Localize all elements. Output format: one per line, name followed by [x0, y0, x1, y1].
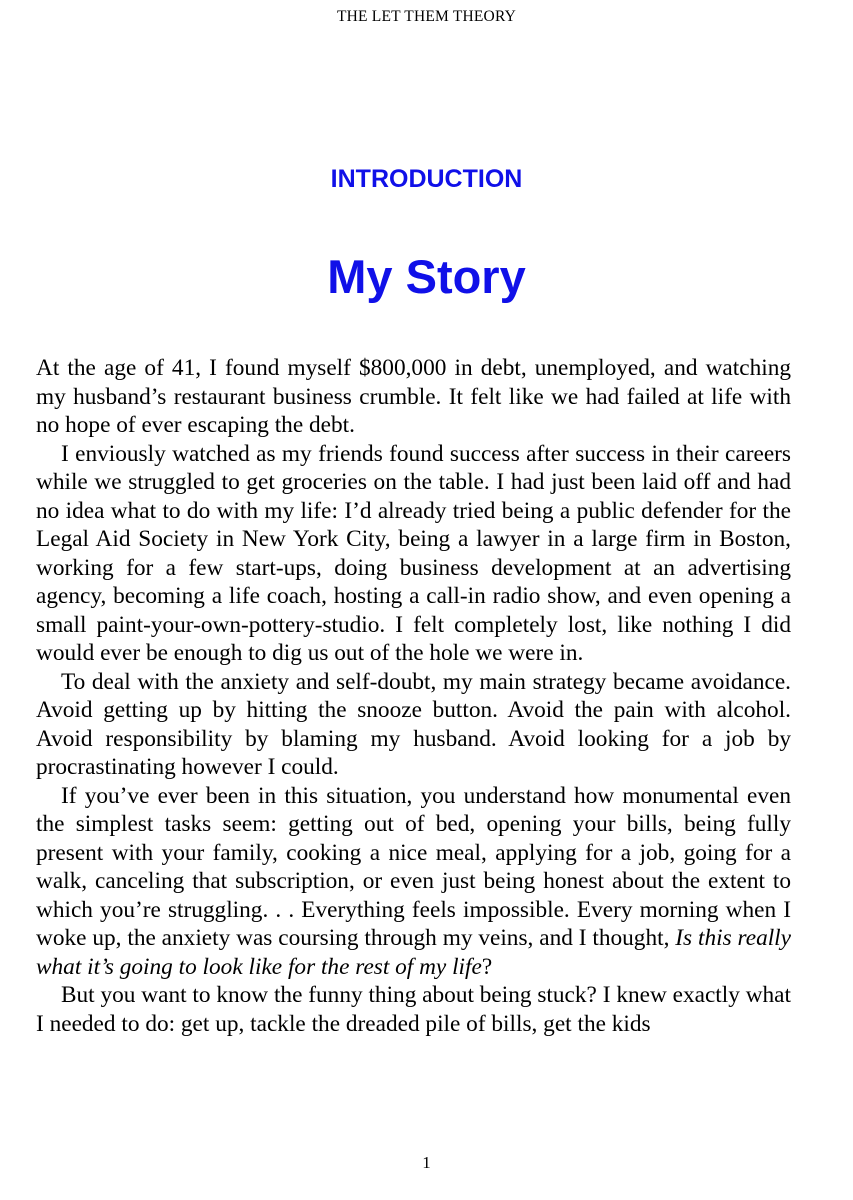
chapter-title: My Story	[327, 250, 526, 303]
body-text	[36, 354, 791, 1038]
paragraph-4-italic: Is this really what it’s going to look like for the rest of my life	[36, 925, 791, 980]
running-header: THE LET THEM THEORY	[336, 8, 517, 25]
section-label: INTRODUCTION	[330, 165, 523, 193]
paragraph-4-end: ?	[481, 953, 493, 980]
page-number: 1	[422, 1153, 431, 1172]
paragraph-1: At the age of 41, I found myself $800,000 in debt, unemployed, and watching my husband’s restaurant business crumble. It felt like we had failed at life with no hope of ever escaping the debt.	[36, 355, 791, 438]
paragraph-5: But you want to know the funny thing about being stuck? I knew exactly what I needed to do: get up, tackle the dreaded pile of bills, get the kids	[36, 982, 791, 1037]
paragraph-2: I enviously watched as my friends found success after success in their careers while we struggled to get groceries on the table. I had just been laid off and had no idea what to do with my life: I’d already tried being a public defender for the Legal Aid Society in New York City, being a lawyer in a large firm in Boston, working for a few start-ups, doing business development at an advertising agency, becoming a life coach, hosting a call-in radio show, and even opening a small paint-your-own-pottery-studio. I felt completely lost, like nothing I did would ever be enough to dig us out of the hole we were in.	[36, 440, 791, 666]
paragraph-4	[36, 782, 791, 982]
paragraph-4-text: If you’ve ever been in this situation, you understand how monumental even the simplest tasks seem: getting out of bed, opening your bills, being fully present with your family, cooking a nice meal, applying for a job, going for a walk, canceling that subscription, or even just being honest about the extent to which you’re struggling. . . Everything feels impossible. Every morning when I woke up, the anxiety was coursing through my veins, and I thought,	[36, 782, 791, 951]
paragraph-3: To deal with the anxiety and self-doubt, my main strategy became avoidance. Avoid getting up by hitting the snooze button. Avoid the pain with alcohol. Avoid responsibility by blaming my husband. Avoid looking for a job by procrastinating however I could.	[36, 668, 791, 780]
